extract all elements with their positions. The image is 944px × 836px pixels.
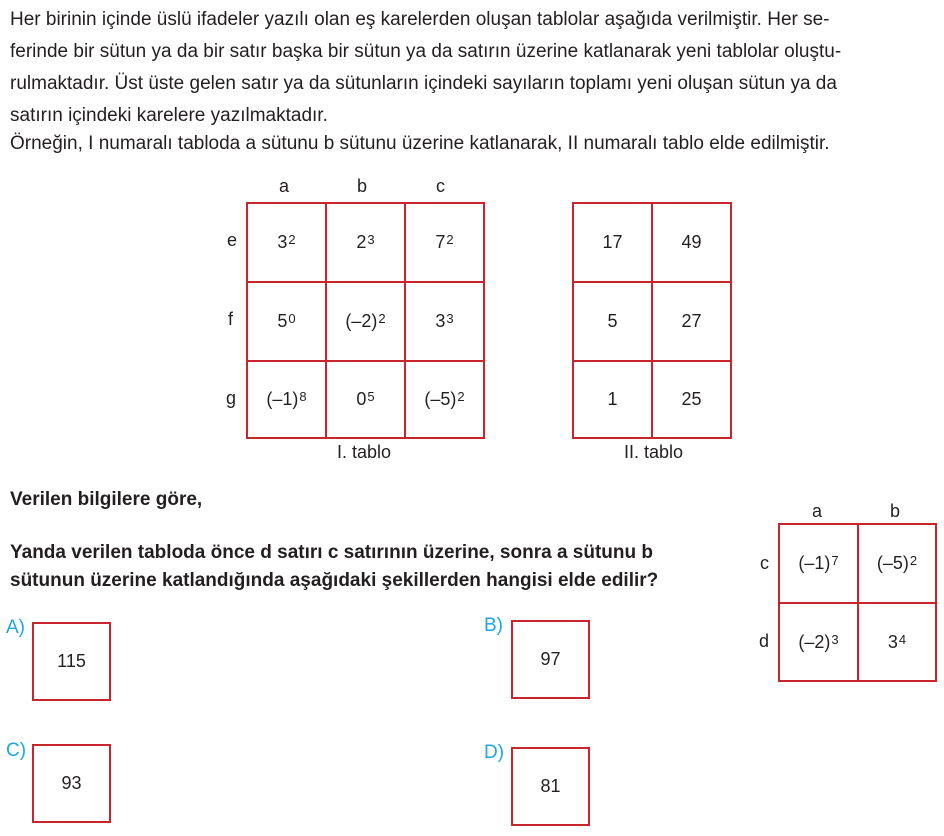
table3-cell: 3 $^4$ (857, 602, 937, 682)
table1-col-header: c (436, 176, 445, 196)
table3-row-header: c (760, 553, 769, 573)
table1-cell: (–1) $^8$ (246, 360, 327, 439)
table3-cell: (–2) $^3$ (778, 602, 859, 682)
table2-cell: 17 (572, 202, 653, 283)
intro-paragraph (10, 4, 938, 132)
table2-cell: 25 (651, 360, 732, 439)
table1-cell: 0 $^5$ (325, 360, 406, 439)
option-d-letter: D) (484, 742, 505, 763)
question-line-1: Yanda verilen tabloda önce d satırı c satırının üzerine, sonra a sütunu b (10, 542, 653, 563)
table1-cell: 3 $^2$ (246, 202, 327, 283)
intro-line-4: satırın içindeki karelere yazılmaktadır. (10, 105, 328, 126)
option-d-box[interactable]: 81 (511, 747, 590, 826)
option-a-letter: A) (6, 617, 25, 638)
option-c-letter: C) (6, 740, 27, 761)
question-lead: Verilen bilgilere göre, (10, 489, 203, 510)
example-sentence: Örneğin, I numaralı tabloda a sütunu b sütunu üzerine katlanarak, II numaralı tablo elde edilmiştir. (10, 133, 830, 154)
option-b-box[interactable]: 97 (511, 620, 590, 699)
option-c-box[interactable]: 93 (32, 744, 111, 823)
table1-col-header: b (357, 176, 368, 196)
intro-line-1: Her birinin içinde üslü ifadeler yazılı olan eş karelerden oluşan tablolar aşağıda verilmiştir. Her se- (10, 9, 830, 30)
table1-cell: (–2) $^2$ (325, 281, 406, 362)
table2-cell: 1 (572, 360, 653, 439)
table1-row-header: e (227, 230, 238, 250)
table1-col-header: a (279, 176, 290, 196)
question-line-2: sütunun üzerine katlandığında aşağıdaki şekillerden hangisi elde edilir? (10, 570, 659, 591)
table1-cell: 3 $^3$ (404, 281, 485, 362)
table3-col-header: a (812, 501, 823, 521)
table3-row-header: d (759, 631, 770, 651)
table1-row-header: f (228, 309, 234, 329)
option-a-box[interactable]: 115 (32, 622, 111, 701)
option-b-letter: B) (484, 615, 503, 636)
table2-cell: 49 (651, 202, 732, 283)
table1-cell: (–5) $^2$ (404, 360, 485, 439)
table1-row-header: g (226, 388, 237, 408)
intro-line-2: ferinde bir sütun ya da bir satır başka bir sütun ya da satırın üzerine katlanarak yeni tablolar oluştu- (10, 41, 842, 62)
table1-caption: I. tablo (337, 442, 392, 462)
table1-cell: 5 $^0$ (246, 281, 327, 362)
intro-line-3: rulmaktadır. Üst üste gelen satır ya da sütunların içindeki sayıların toplamı yeni oluşan sütun ya da (10, 73, 837, 94)
table3-cell: (–5) $^2$ (857, 523, 937, 604)
table1-cell: 7 $^2$ (404, 202, 485, 283)
table2-cell: 5 (572, 281, 653, 362)
table2-caption: II. tablo (624, 442, 684, 462)
table2-cell: 27 (651, 281, 732, 362)
question-text (10, 539, 740, 595)
table3-cell: (–1) $^7$ (778, 523, 859, 604)
table1-cell: 2 $^3$ (325, 202, 406, 283)
table3-col-header: b (890, 501, 901, 521)
